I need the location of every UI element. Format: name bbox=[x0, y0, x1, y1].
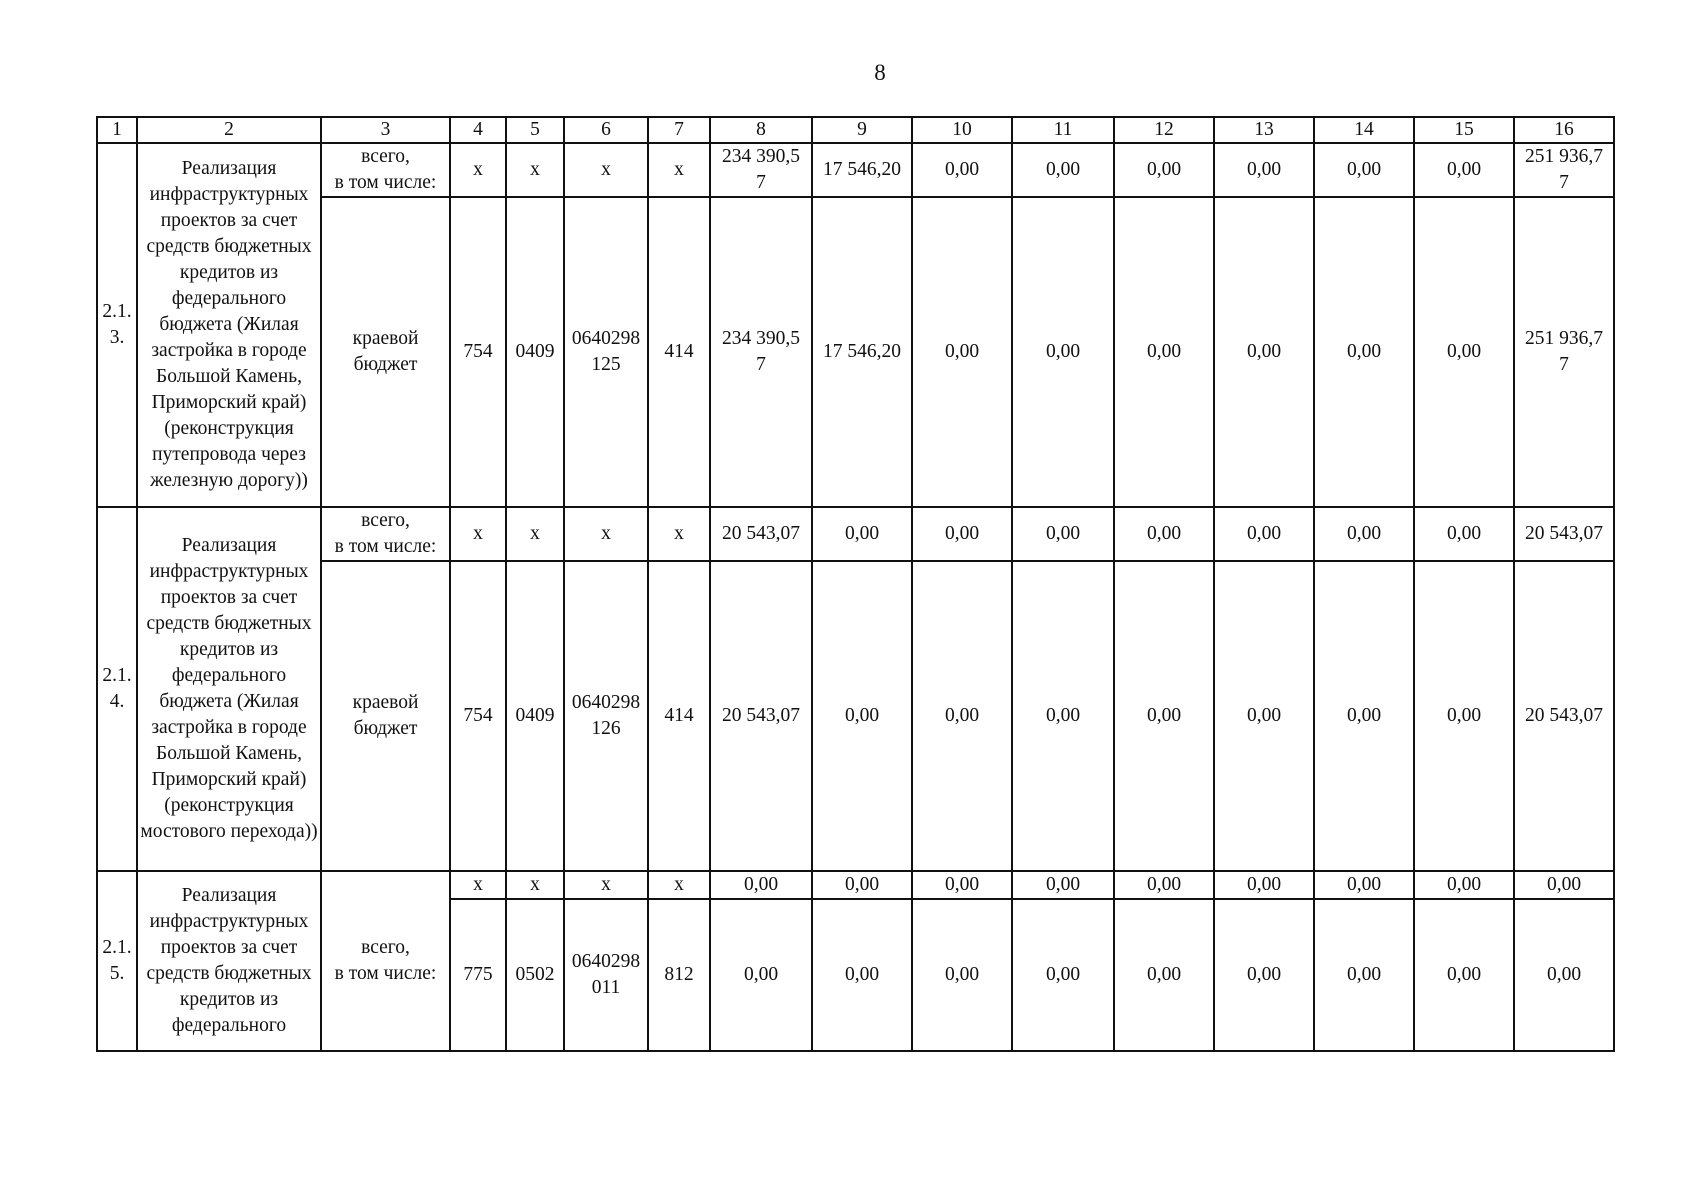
cell-c9: 0,00 bbox=[812, 871, 912, 899]
cell-c6: 0640298 125 bbox=[564, 197, 648, 507]
cell-c4: x bbox=[450, 143, 506, 197]
cell-c16: 20 543,07 bbox=[1514, 561, 1614, 871]
cell-c12: 0,00 bbox=[1114, 507, 1214, 561]
table-row bbox=[97, 197, 1614, 507]
column-header: 9 bbox=[812, 117, 912, 143]
column-header: 2 bbox=[137, 117, 321, 143]
cell-c16: 0,00 bbox=[1514, 899, 1614, 1051]
cell-c10: 0,00 bbox=[912, 143, 1012, 197]
cell-c7: 414 bbox=[648, 561, 710, 871]
cell-c7: x bbox=[648, 871, 710, 899]
column-header: 7 bbox=[648, 117, 710, 143]
cell-c12: 0,00 bbox=[1114, 561, 1214, 871]
cell-c14: 0,00 bbox=[1314, 871, 1414, 899]
cell-c4: 754 bbox=[450, 561, 506, 871]
cell-c14: 0,00 bbox=[1314, 899, 1414, 1051]
budget-table bbox=[96, 116, 1615, 1052]
column-header: 16 bbox=[1514, 117, 1614, 143]
cell-c10: 0,00 bbox=[912, 507, 1012, 561]
column-header: 15 bbox=[1414, 117, 1514, 143]
cell-c12: 0,00 bbox=[1114, 899, 1214, 1051]
column-header: 5 bbox=[506, 117, 564, 143]
cell-c5: x bbox=[506, 507, 564, 561]
cell-c13: 0,00 bbox=[1214, 507, 1314, 561]
table-row bbox=[97, 143, 1614, 197]
cell-c7: 414 bbox=[648, 197, 710, 507]
cell-c7: 812 bbox=[648, 899, 710, 1051]
cell-c15: 0,00 bbox=[1414, 899, 1514, 1051]
cell-c8: 20 543,07 bbox=[710, 561, 812, 871]
column-header: 13 bbox=[1214, 117, 1314, 143]
row-name: Реализация инфраструктурных проектов за счет средств бюджетных кредитов из федерального бюджета (Жилая застройка в городе Большой Камень, Приморский край) (реконструкция путепровода через железную дорогу)) bbox=[137, 143, 321, 507]
cell-c15: 0,00 bbox=[1414, 561, 1514, 871]
cell-c13: 0,00 bbox=[1214, 197, 1314, 507]
cell-c11: 0,00 bbox=[1012, 899, 1114, 1051]
cell-c10: 0,00 bbox=[912, 899, 1012, 1051]
cell-c9: 0,00 bbox=[812, 507, 912, 561]
cell-c9: 0,00 bbox=[812, 899, 912, 1051]
cell-c12: 0,00 bbox=[1114, 197, 1214, 507]
funding-source: краевой бюджет bbox=[321, 561, 450, 871]
cell-c16: 251 936,7 7 bbox=[1514, 143, 1614, 197]
cell-c6: x bbox=[564, 507, 648, 561]
table-row bbox=[97, 561, 1614, 871]
cell-c5: 0409 bbox=[506, 197, 564, 507]
funding-source: всего, в том числе: bbox=[321, 143, 450, 197]
cell-c13: 0,00 bbox=[1214, 561, 1314, 871]
cell-c14: 0,00 bbox=[1314, 143, 1414, 197]
cell-c10: 0,00 bbox=[912, 197, 1012, 507]
cell-c11: 0,00 bbox=[1012, 561, 1114, 871]
cell-c15: 0,00 bbox=[1414, 507, 1514, 561]
cell-c6: x bbox=[564, 143, 648, 197]
cell-c7: x bbox=[648, 507, 710, 561]
cell-c8: 234 390,5 7 bbox=[710, 197, 812, 507]
cell-c4: 775 bbox=[450, 899, 506, 1051]
cell-c7: x bbox=[648, 143, 710, 197]
cell-c6: 0640298 126 bbox=[564, 561, 648, 871]
cell-c9: 17 546,20 bbox=[812, 197, 912, 507]
table-row bbox=[97, 871, 1614, 899]
cell-c16: 0,00 bbox=[1514, 871, 1614, 899]
funding-source: краевой бюджет bbox=[321, 197, 450, 507]
cell-c16: 20 543,07 bbox=[1514, 507, 1614, 561]
cell-c11: 0,00 bbox=[1012, 507, 1114, 561]
column-header: 8 bbox=[710, 117, 812, 143]
cell-c9: 0,00 bbox=[812, 561, 912, 871]
column-header: 3 bbox=[321, 117, 450, 143]
cell-c5: x bbox=[506, 143, 564, 197]
header-row bbox=[97, 117, 1614, 143]
cell-c11: 0,00 bbox=[1012, 871, 1114, 899]
cell-c14: 0,00 bbox=[1314, 561, 1414, 871]
cell-c8: 0,00 bbox=[710, 899, 812, 1051]
cell-c5: 0409 bbox=[506, 561, 564, 871]
column-header: 10 bbox=[912, 117, 1012, 143]
column-header: 6 bbox=[564, 117, 648, 143]
cell-c15: 0,00 bbox=[1414, 197, 1514, 507]
cell-c4: x bbox=[450, 871, 506, 899]
cell-c15: 0,00 bbox=[1414, 871, 1514, 899]
cell-c4: 754 bbox=[450, 197, 506, 507]
column-header: 1 bbox=[97, 117, 137, 143]
row-name: Реализация инфраструктурных проектов за счет средств бюджетных кредитов из федерального бюджета (Жилая застройка в городе Большой Камень, Приморский край) (реконструкция мостового перехода)) bbox=[137, 507, 321, 871]
column-header: 11 bbox=[1012, 117, 1114, 143]
column-header: 12 bbox=[1114, 117, 1214, 143]
cell-c12: 0,00 bbox=[1114, 871, 1214, 899]
row-name: Реализация инфраструктурных проектов за счет средств бюджетных кредитов из федерального bbox=[137, 871, 321, 1051]
cell-c14: 0,00 bbox=[1314, 507, 1414, 561]
cell-c11: 0,00 bbox=[1012, 143, 1114, 197]
cell-c6: x bbox=[564, 871, 648, 899]
funding-source: всего, в том числе: bbox=[321, 507, 450, 561]
cell-c5: 0502 bbox=[506, 899, 564, 1051]
cell-c10: 0,00 bbox=[912, 561, 1012, 871]
cell-c13: 0,00 bbox=[1214, 899, 1314, 1051]
cell-c16: 251 936,7 7 bbox=[1514, 197, 1614, 507]
row-code: 2.1. 3. bbox=[97, 143, 137, 507]
cell-c5: x bbox=[506, 871, 564, 899]
row-code: 2.1. 5. bbox=[97, 871, 137, 1051]
cell-c8: 0,00 bbox=[710, 871, 812, 899]
cell-c13: 0,00 bbox=[1214, 871, 1314, 899]
cell-c11: 0,00 bbox=[1012, 197, 1114, 507]
cell-c15: 0,00 bbox=[1414, 143, 1514, 197]
cell-c9: 17 546,20 bbox=[812, 143, 912, 197]
row-code: 2.1. 4. bbox=[97, 507, 137, 871]
cell-c10: 0,00 bbox=[912, 871, 1012, 899]
cell-c14: 0,00 bbox=[1314, 197, 1414, 507]
cell-c4: x bbox=[450, 507, 506, 561]
page-number: 8 bbox=[874, 60, 886, 85]
column-header: 4 bbox=[450, 117, 506, 143]
cell-c8: 234 390,5 7 bbox=[710, 143, 812, 197]
funding-source: всего, в том числе: bbox=[321, 871, 450, 1051]
column-header: 14 bbox=[1314, 117, 1414, 143]
table-row bbox=[97, 507, 1614, 561]
cell-c6: 0640298 011 bbox=[564, 899, 648, 1051]
cell-c8: 20 543,07 bbox=[710, 507, 812, 561]
cell-c12: 0,00 bbox=[1114, 143, 1214, 197]
cell-c13: 0,00 bbox=[1214, 143, 1314, 197]
